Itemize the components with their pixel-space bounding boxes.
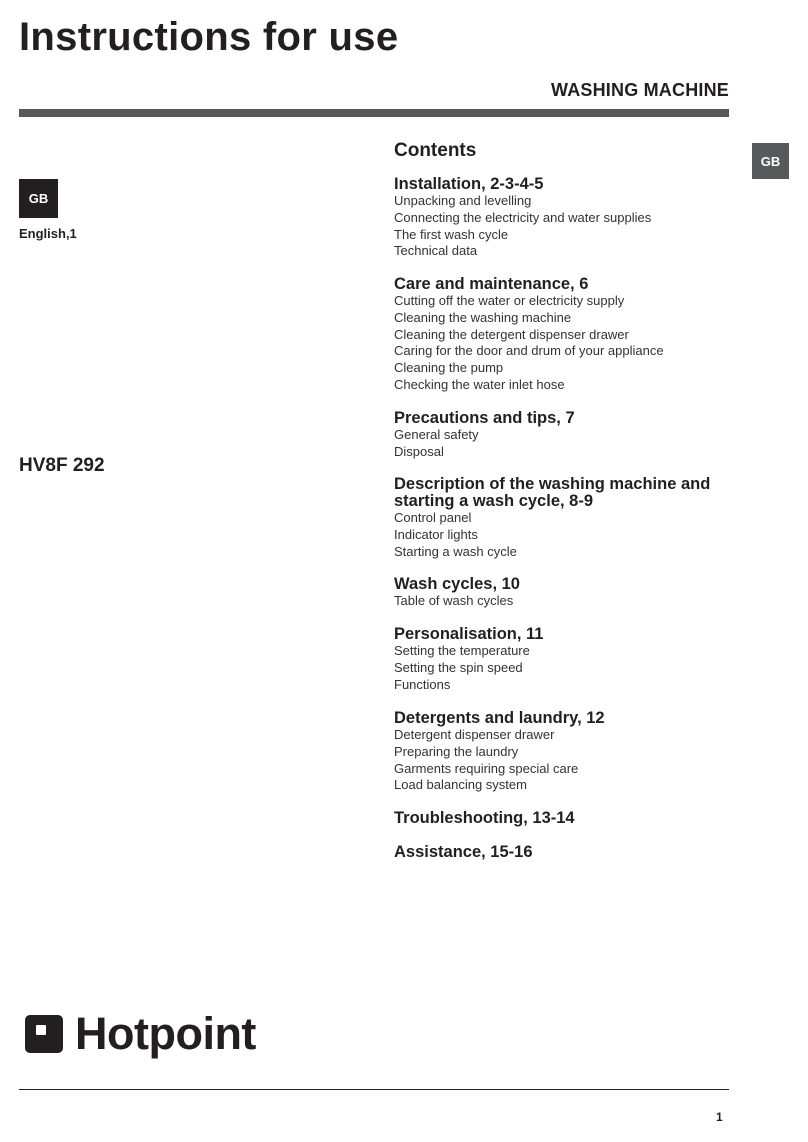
product-type: WASHING MACHINE <box>551 80 729 100</box>
header-divider <box>19 109 729 117</box>
toc-item: Unpacking and levelling <box>394 193 532 208</box>
toc-item: Preparing the laundry <box>394 743 519 759</box>
toc-section-precautions <box>394 410 724 461</box>
document-title: Instructions for use <box>19 15 399 59</box>
toc-item: Cleaning the detergent dispenser drawer <box>394 326 629 342</box>
toc-item: Load balancing system <box>394 777 527 793</box>
toc-item: Detergent dispenser drawer <box>394 727 555 742</box>
language-entry: English,1 <box>19 226 77 241</box>
toc-item: Cleaning the washing machine <box>394 309 572 325</box>
page-number: 1 <box>716 1110 723 1124</box>
brand-name: Hotpoint <box>75 1008 256 1059</box>
toc-item: Indicator lights <box>394 526 478 542</box>
toc-section-wash-cycles <box>394 576 724 610</box>
logo-square-icon <box>25 1015 63 1053</box>
toc-section-personalisation <box>394 626 724 693</box>
toc-heading: Description of the washing machine and starting a wash cycle, 8-9 <box>394 475 711 510</box>
toc-heading: Detergents and laundry, 12 <box>394 709 605 727</box>
toc-heading: Precautions and tips, 7 <box>394 409 575 427</box>
toc-section-detergents <box>394 710 724 794</box>
toc-section-assistance <box>394 844 724 861</box>
toc-heading: Installation, 2-3-4-5 <box>394 175 544 193</box>
toc-section-installation <box>394 176 724 260</box>
toc-item: The first wash cycle <box>394 226 509 242</box>
toc-heading: Assistance, 15-16 <box>394 843 533 861</box>
language-tab: GB <box>752 143 789 179</box>
toc-item: Technical data <box>394 243 478 259</box>
toc-heading: Personalisation, 11 <box>394 625 544 643</box>
contents-title: Contents <box>394 140 477 161</box>
toc-item: Cutting off the water or electricity supply <box>394 293 625 308</box>
footer-divider <box>19 1089 729 1090</box>
toc-item: Setting the spin speed <box>394 659 523 675</box>
toc-item: Checking the water inlet hose <box>394 376 565 392</box>
toc-section-troubleshooting <box>394 810 724 827</box>
country-badge: GB <box>19 179 58 218</box>
toc-item: Cleaning the pump <box>394 360 504 376</box>
toc-item: Connecting the electricity and water supplies <box>394 209 652 225</box>
toc-item: Starting a wash cycle <box>394 543 517 559</box>
model-number: HV8F 292 <box>19 455 105 476</box>
toc-item: Functions <box>394 676 451 692</box>
toc-item: Control panel <box>394 510 472 525</box>
toc-heading: Troubleshooting, 13-14 <box>394 809 575 827</box>
toc-section-care <box>394 276 724 394</box>
toc-item: Table of wash cycles <box>394 593 514 608</box>
toc-item: Setting the temperature <box>394 643 530 658</box>
brand-logo <box>25 1010 256 1058</box>
toc-heading: Care and maintenance, 6 <box>394 275 589 293</box>
toc-item: Garments requiring special care <box>394 760 579 776</box>
toc-section-description <box>394 476 724 560</box>
toc-item: Caring for the door and drum of your appliance <box>394 343 664 359</box>
toc-item: General safety <box>394 427 479 442</box>
toc-heading: Wash cycles, 10 <box>394 575 520 593</box>
toc-item: Disposal <box>394 443 444 459</box>
